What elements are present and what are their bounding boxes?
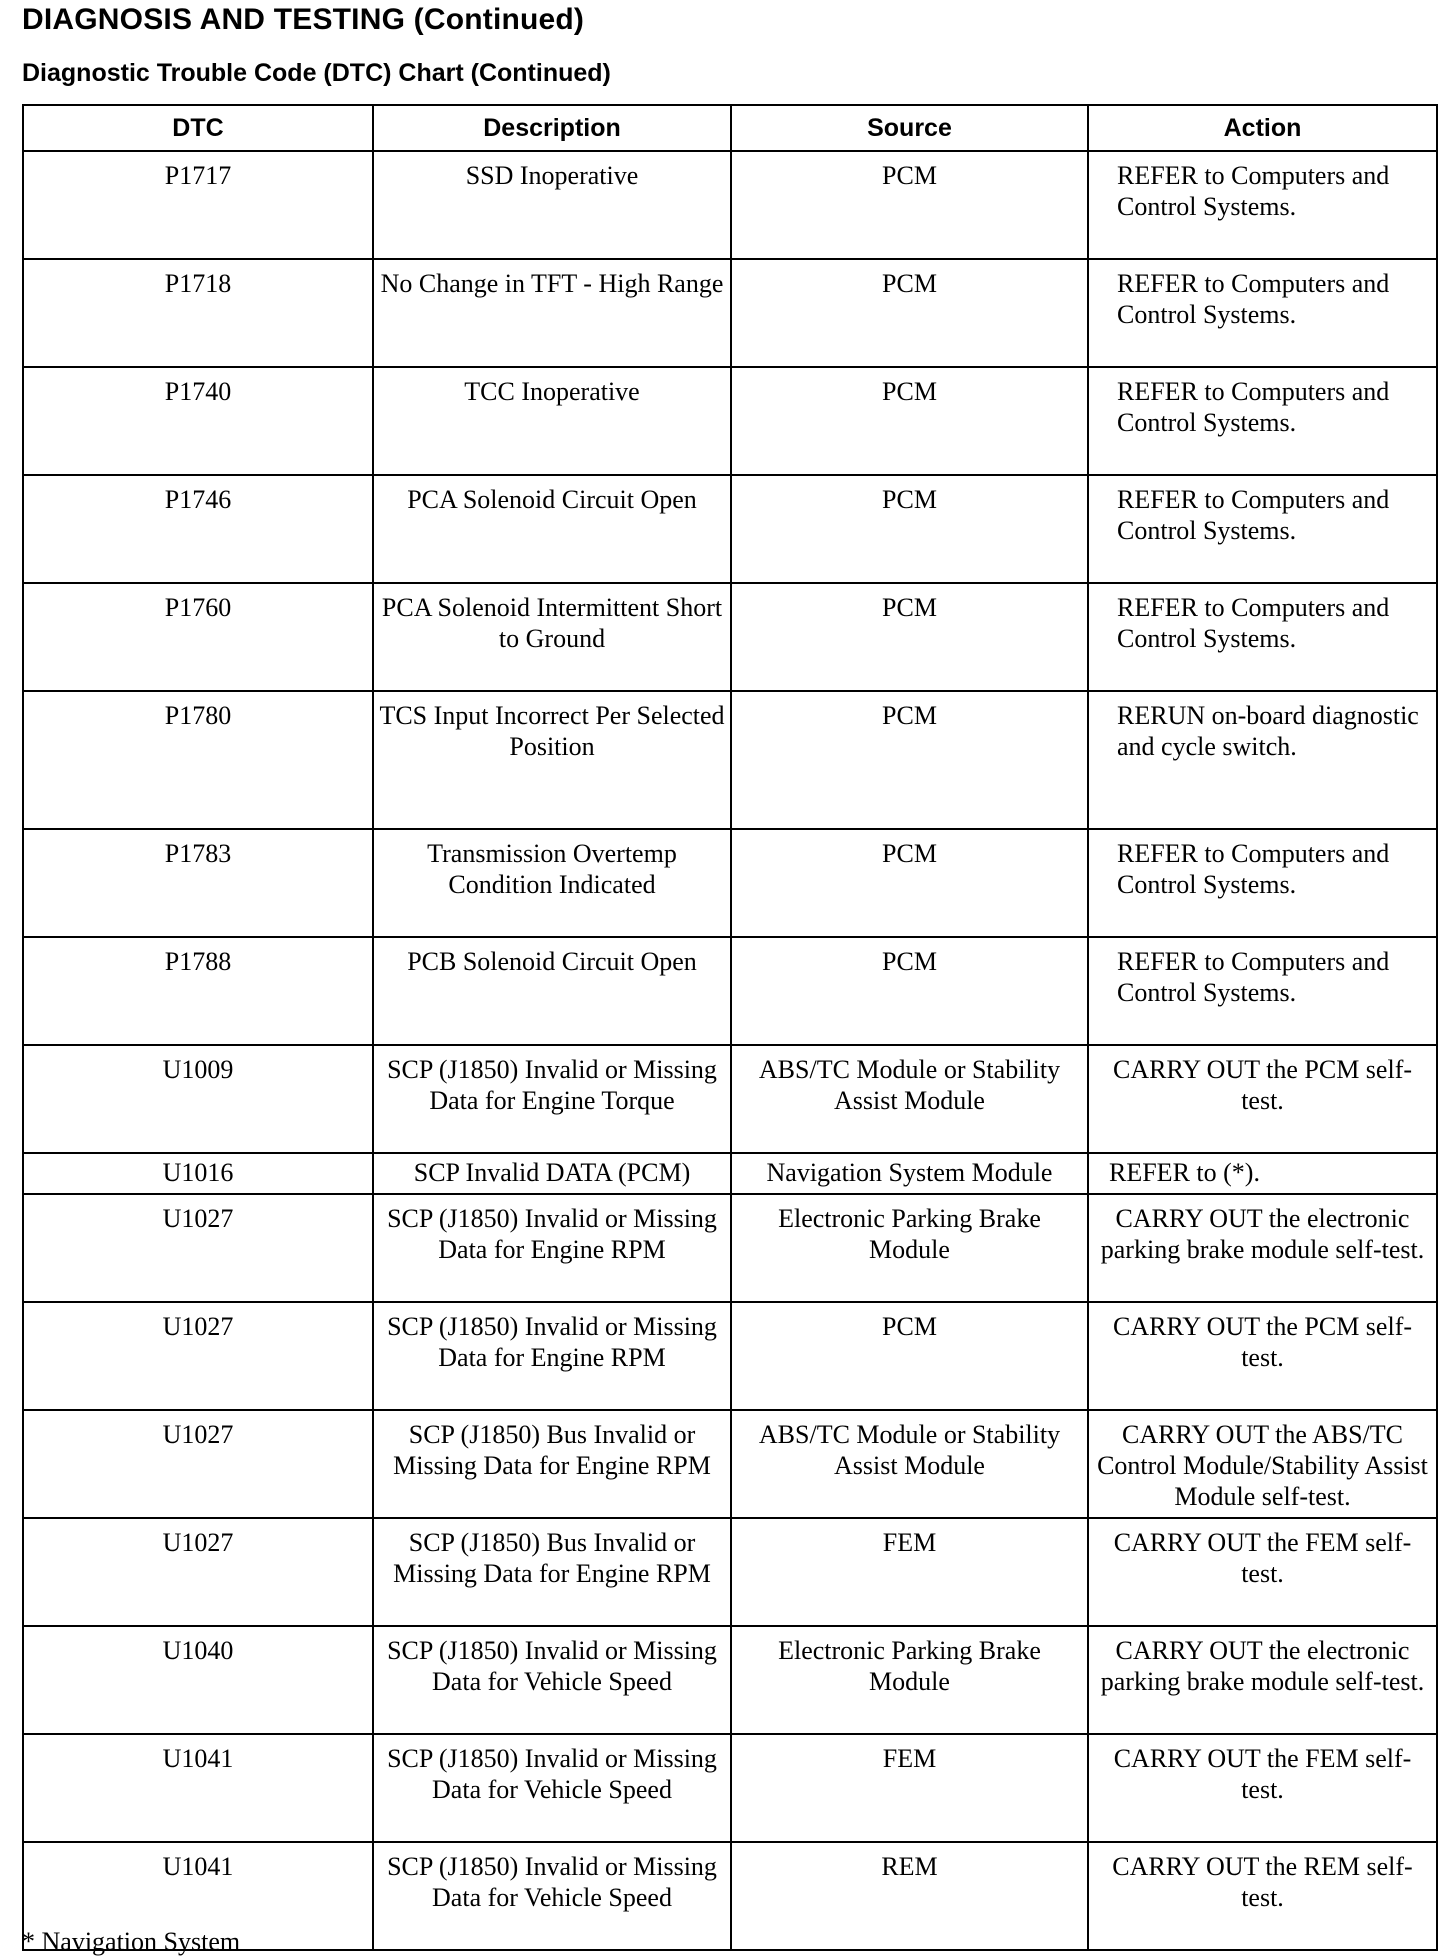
description-cell: TCC Inoperative bbox=[373, 367, 731, 475]
source-cell: ABS/TC Module or Stability Assist Module bbox=[731, 1410, 1088, 1518]
source-cell: FEM bbox=[731, 1518, 1088, 1626]
action-cell: REFER to Computers and Control Systems. bbox=[1088, 829, 1437, 937]
table-header-row bbox=[23, 105, 1437, 151]
description-cell: SCP (J1850) Invalid or Missing Data for Vehicle Speed bbox=[373, 1626, 731, 1734]
source-cell: ABS/TC Module or Stability Assist Module bbox=[731, 1045, 1088, 1153]
column-header-source: Source bbox=[731, 105, 1088, 151]
table-row bbox=[23, 1153, 1437, 1194]
description-cell: SCP (J1850) Invalid or Missing Data for Engine RPM bbox=[373, 1194, 731, 1302]
description-cell: SCP (J1850) Invalid or Missing Data for Engine Torque bbox=[373, 1045, 731, 1153]
description-cell: PCA Solenoid Circuit Open bbox=[373, 475, 731, 583]
dtc-cell: U1041 bbox=[23, 1734, 373, 1842]
source-cell: PCM bbox=[731, 937, 1088, 1045]
table-row bbox=[23, 691, 1437, 829]
action-cell: REFER to (*). bbox=[1088, 1153, 1437, 1194]
action-cell: CARRY OUT the PCM self-test. bbox=[1088, 1302, 1437, 1410]
table-row bbox=[23, 1626, 1437, 1734]
table-row bbox=[23, 583, 1437, 691]
action-cell: CARRY OUT the electronic parking brake module self-test. bbox=[1088, 1626, 1437, 1734]
action-cell: CARRY OUT the ABS/TC Control Module/Stability Assist Module self-test. bbox=[1088, 1410, 1437, 1518]
table-row bbox=[23, 475, 1437, 583]
source-cell: PCM bbox=[731, 475, 1088, 583]
dtc-cell: P1788 bbox=[23, 937, 373, 1045]
description-cell: SCP (J1850) Bus Invalid or Missing Data for Engine RPM bbox=[373, 1518, 731, 1626]
table-row bbox=[23, 937, 1437, 1045]
dtc-cell: U1016 bbox=[23, 1153, 373, 1194]
source-cell: PCM bbox=[731, 829, 1088, 937]
column-header-action: Action bbox=[1088, 105, 1437, 151]
description-cell: SCP (J1850) Invalid or Missing Data for Vehicle Speed bbox=[373, 1734, 731, 1842]
table-row bbox=[23, 829, 1437, 937]
source-cell: PCM bbox=[731, 1302, 1088, 1410]
dtc-cell: U1027 bbox=[23, 1410, 373, 1518]
dtc-cell: U1009 bbox=[23, 1045, 373, 1153]
dtc-cell: U1027 bbox=[23, 1302, 373, 1410]
source-cell: Electronic Parking Brake Module bbox=[731, 1194, 1088, 1302]
source-cell: PCM bbox=[731, 259, 1088, 367]
page-title: DIAGNOSIS AND TESTING (Continued) bbox=[22, 3, 585, 36]
source-cell: REM bbox=[731, 1842, 1088, 1950]
table-row bbox=[23, 1045, 1437, 1153]
action-cell: REFER to Computers and Control Systems. bbox=[1088, 583, 1437, 691]
description-cell: PCB Solenoid Circuit Open bbox=[373, 937, 731, 1045]
action-cell: REFER to Computers and Control Systems. bbox=[1088, 937, 1437, 1045]
action-cell: REFER to Computers and Control Systems. bbox=[1088, 367, 1437, 475]
table-row bbox=[23, 1302, 1437, 1410]
action-cell: CARRY OUT the PCM self-test. bbox=[1088, 1045, 1437, 1153]
table-row bbox=[23, 367, 1437, 475]
action-cell: REFER to Computers and Control Systems. bbox=[1088, 151, 1437, 259]
dtc-cell: P1718 bbox=[23, 259, 373, 367]
dtc-cell: P1760 bbox=[23, 583, 373, 691]
dtc-cell: P1717 bbox=[23, 151, 373, 259]
description-cell: TCS Input Incorrect Per Selected Position bbox=[373, 691, 731, 829]
description-cell: PCA Solenoid Intermittent Short to Ground bbox=[373, 583, 731, 691]
dtc-cell: P1783 bbox=[23, 829, 373, 937]
column-header-dtc: DTC bbox=[23, 105, 373, 151]
table-row bbox=[23, 1734, 1437, 1842]
action-cell: CARRY OUT the electronic parking brake module self-test. bbox=[1088, 1194, 1437, 1302]
table-row bbox=[23, 1518, 1437, 1626]
source-cell: PCM bbox=[731, 151, 1088, 259]
dtc-chart-table bbox=[22, 104, 1438, 1951]
table-row bbox=[23, 151, 1437, 259]
dtc-cell: U1027 bbox=[23, 1194, 373, 1302]
description-cell: No Change in TFT - High Range bbox=[373, 259, 731, 367]
description-cell: SSD Inoperative bbox=[373, 151, 731, 259]
action-cell: REFER to Computers and Control Systems. bbox=[1088, 475, 1437, 583]
dtc-cell: U1040 bbox=[23, 1626, 373, 1734]
table-row bbox=[23, 259, 1437, 367]
source-cell: Navigation System Module bbox=[731, 1153, 1088, 1194]
footnote: * Navigation System bbox=[22, 1927, 241, 1956]
dtc-cell: P1746 bbox=[23, 475, 373, 583]
action-cell: CARRY OUT the REM self-test. bbox=[1088, 1842, 1437, 1950]
action-cell: RERUN on-board diagnostic and cycle switch. bbox=[1088, 691, 1437, 829]
source-cell: PCM bbox=[731, 691, 1088, 829]
description-cell: SCP (J1850) Bus Invalid or Missing Data for Engine RPM bbox=[373, 1410, 731, 1518]
column-header-description: Description bbox=[373, 105, 731, 151]
description-cell: SCP Invalid DATA (PCM) bbox=[373, 1153, 731, 1194]
dtc-cell: P1780 bbox=[23, 691, 373, 829]
source-cell: FEM bbox=[731, 1734, 1088, 1842]
description-cell: Transmission Overtemp Condition Indicated bbox=[373, 829, 731, 937]
table-row bbox=[23, 1410, 1437, 1518]
dtc-cell: U1027 bbox=[23, 1518, 373, 1626]
action-cell: REFER to Computers and Control Systems. bbox=[1088, 259, 1437, 367]
source-cell: Electronic Parking Brake Module bbox=[731, 1626, 1088, 1734]
table-row bbox=[23, 1194, 1437, 1302]
action-cell: CARRY OUT the FEM self-test. bbox=[1088, 1734, 1437, 1842]
source-cell: PCM bbox=[731, 367, 1088, 475]
dtc-cell: U1041 bbox=[23, 1842, 373, 1950]
action-cell: CARRY OUT the FEM self-test. bbox=[1088, 1518, 1437, 1626]
source-cell: PCM bbox=[731, 583, 1088, 691]
description-cell: SCP (J1850) Invalid or Missing Data for Vehicle Speed bbox=[373, 1842, 731, 1950]
table-title: Diagnostic Trouble Code (DTC) Chart (Continued) bbox=[22, 59, 611, 87]
dtc-cell: P1740 bbox=[23, 367, 373, 475]
description-cell: SCP (J1850) Invalid or Missing Data for Engine RPM bbox=[373, 1302, 731, 1410]
